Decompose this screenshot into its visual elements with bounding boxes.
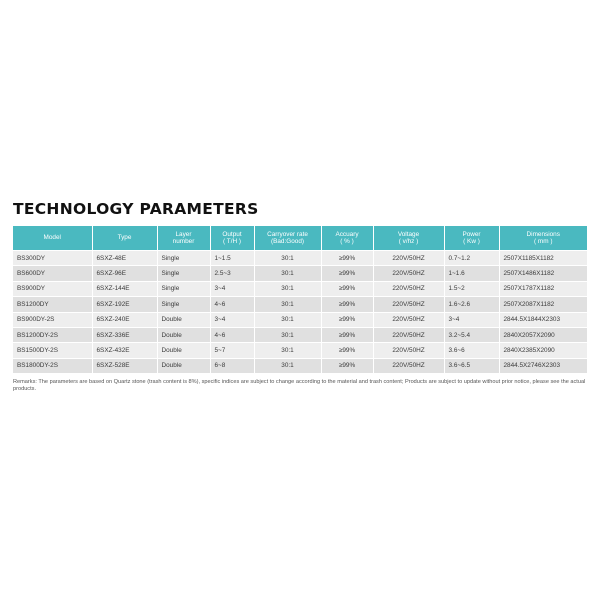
cell-carryover-rate: 30:1: [254, 358, 321, 373]
cell-accuracy: ≥99%: [321, 297, 373, 312]
cell-carryover-rate: 30:1: [254, 312, 321, 327]
cell-power: 1.6~2.6: [444, 297, 499, 312]
page-title: TECHNOLOGY PARAMETERS: [13, 200, 259, 218]
cell-model: BS1500DY-2S: [13, 343, 92, 358]
cell-carryover-rate: 30:1: [254, 281, 321, 296]
cell-dimensions: 2844.5X1844X2303: [499, 312, 587, 327]
table-row: [13, 312, 587, 327]
table-row: [13, 327, 587, 342]
cell-model: BS600DY: [13, 266, 92, 281]
cell-dimensions: 2507X1185X1182: [499, 251, 587, 266]
cell-dimensions: 2840X2057X2090: [499, 327, 587, 342]
cell-output: 5~7: [210, 343, 254, 358]
cell-output: 4~6: [210, 327, 254, 342]
cell-dimensions: 2507X1486X1182: [499, 266, 587, 281]
column-header-power: Power ( Kw ): [444, 226, 499, 251]
cell-accuracy: ≥99%: [321, 281, 373, 296]
cell-type: 6SXZ-192E: [92, 297, 157, 312]
cell-accuracy: ≥99%: [321, 266, 373, 281]
cell-layer-number: Double: [157, 343, 210, 358]
cell-type: 6SXZ-96E: [92, 266, 157, 281]
column-header-type: Type: [92, 226, 157, 251]
cell-power: 3.2~5.4: [444, 327, 499, 342]
technology-parameters-table: [13, 226, 587, 374]
cell-model: BS900DY: [13, 281, 92, 296]
cell-type: 6SXZ-240E: [92, 312, 157, 327]
cell-output: 3~4: [210, 281, 254, 296]
cell-type: 6SXZ-48E: [92, 251, 157, 266]
cell-power: 1~1.6: [444, 266, 499, 281]
cell-accuracy: ≥99%: [321, 343, 373, 358]
cell-voltage: 220V/50HZ: [373, 327, 444, 342]
column-header-accuracy: Accuary ( % ): [321, 226, 373, 251]
cell-dimensions: 2507X2087X1182: [499, 297, 587, 312]
cell-output: 1~1.5: [210, 251, 254, 266]
cell-accuracy: ≥99%: [321, 358, 373, 373]
cell-voltage: 220V/50HZ: [373, 343, 444, 358]
table-row: [13, 358, 587, 373]
cell-carryover-rate: 30:1: [254, 251, 321, 266]
cell-carryover-rate: 30:1: [254, 266, 321, 281]
cell-output: 2.5~3: [210, 266, 254, 281]
table-body: [13, 251, 587, 374]
table-header-row: [13, 226, 587, 251]
table-row: [13, 251, 587, 266]
cell-layer-number: Double: [157, 327, 210, 342]
cell-voltage: 220V/50HZ: [373, 297, 444, 312]
cell-layer-number: Single: [157, 251, 210, 266]
column-header-model: Model: [13, 226, 92, 251]
cell-carryover-rate: 30:1: [254, 343, 321, 358]
column-header-carryover-rate: Carryover rate (Bad:Good): [254, 226, 321, 251]
cell-output: 6~8: [210, 358, 254, 373]
cell-voltage: 220V/50HZ: [373, 251, 444, 266]
column-header-voltage: Voltage ( v/hz ): [373, 226, 444, 251]
cell-accuracy: ≥99%: [321, 251, 373, 266]
cell-type: 6SXZ-336E: [92, 327, 157, 342]
column-header-output: Output ( T/H ): [210, 226, 254, 251]
cell-power: 3~4: [444, 312, 499, 327]
cell-power: 3.6~6: [444, 343, 499, 358]
cell-layer-number: Double: [157, 358, 210, 373]
cell-dimensions: 2507X1787X1182: [499, 281, 587, 296]
cell-power: 0.7~1.2: [444, 251, 499, 266]
cell-layer-number: Single: [157, 281, 210, 296]
cell-model: BS1200DY-2S: [13, 327, 92, 342]
cell-type: 6SXZ-528E: [92, 358, 157, 373]
column-header-layer-number: Layer number: [157, 226, 210, 251]
table-row: [13, 266, 587, 281]
cell-carryover-rate: 30:1: [254, 327, 321, 342]
cell-carryover-rate: 30:1: [254, 297, 321, 312]
remarks-note: Remarks: The parameters are based on Quartz stone (trash content is 8%), specific indices are subject to change according to the material and trash content; Products are subject to update without prior notice, please see the actual products.: [13, 379, 586, 393]
cell-type: 6SXZ-432E: [92, 343, 157, 358]
cell-dimensions: 2840X2385X2090: [499, 343, 587, 358]
cell-layer-number: Single: [157, 266, 210, 281]
cell-type: 6SXZ-144E: [92, 281, 157, 296]
cell-layer-number: Single: [157, 297, 210, 312]
cell-power: 1.5~2: [444, 281, 499, 296]
cell-model: BS1200DY: [13, 297, 92, 312]
cell-model: BS900DY-2S: [13, 312, 92, 327]
cell-voltage: 220V/50HZ: [373, 312, 444, 327]
cell-voltage: 220V/50HZ: [373, 266, 444, 281]
cell-output: 4~6: [210, 297, 254, 312]
cell-dimensions: 2844.5X2746X2303: [499, 358, 587, 373]
table-row: [13, 297, 587, 312]
column-header-dimensions: Dimensions ( mm ): [499, 226, 587, 251]
cell-power: 3.6~6.5: [444, 358, 499, 373]
cell-layer-number: Double: [157, 312, 210, 327]
cell-voltage: 220V/50HZ: [373, 281, 444, 296]
cell-accuracy: ≥99%: [321, 312, 373, 327]
cell-accuracy: ≥99%: [321, 327, 373, 342]
cell-model: BS300DY: [13, 251, 92, 266]
cell-output: 3~4: [210, 312, 254, 327]
cell-voltage: 220V/50HZ: [373, 358, 444, 373]
table-row: [13, 281, 587, 296]
cell-model: BS1800DY-2S: [13, 358, 92, 373]
table-row: [13, 343, 587, 358]
